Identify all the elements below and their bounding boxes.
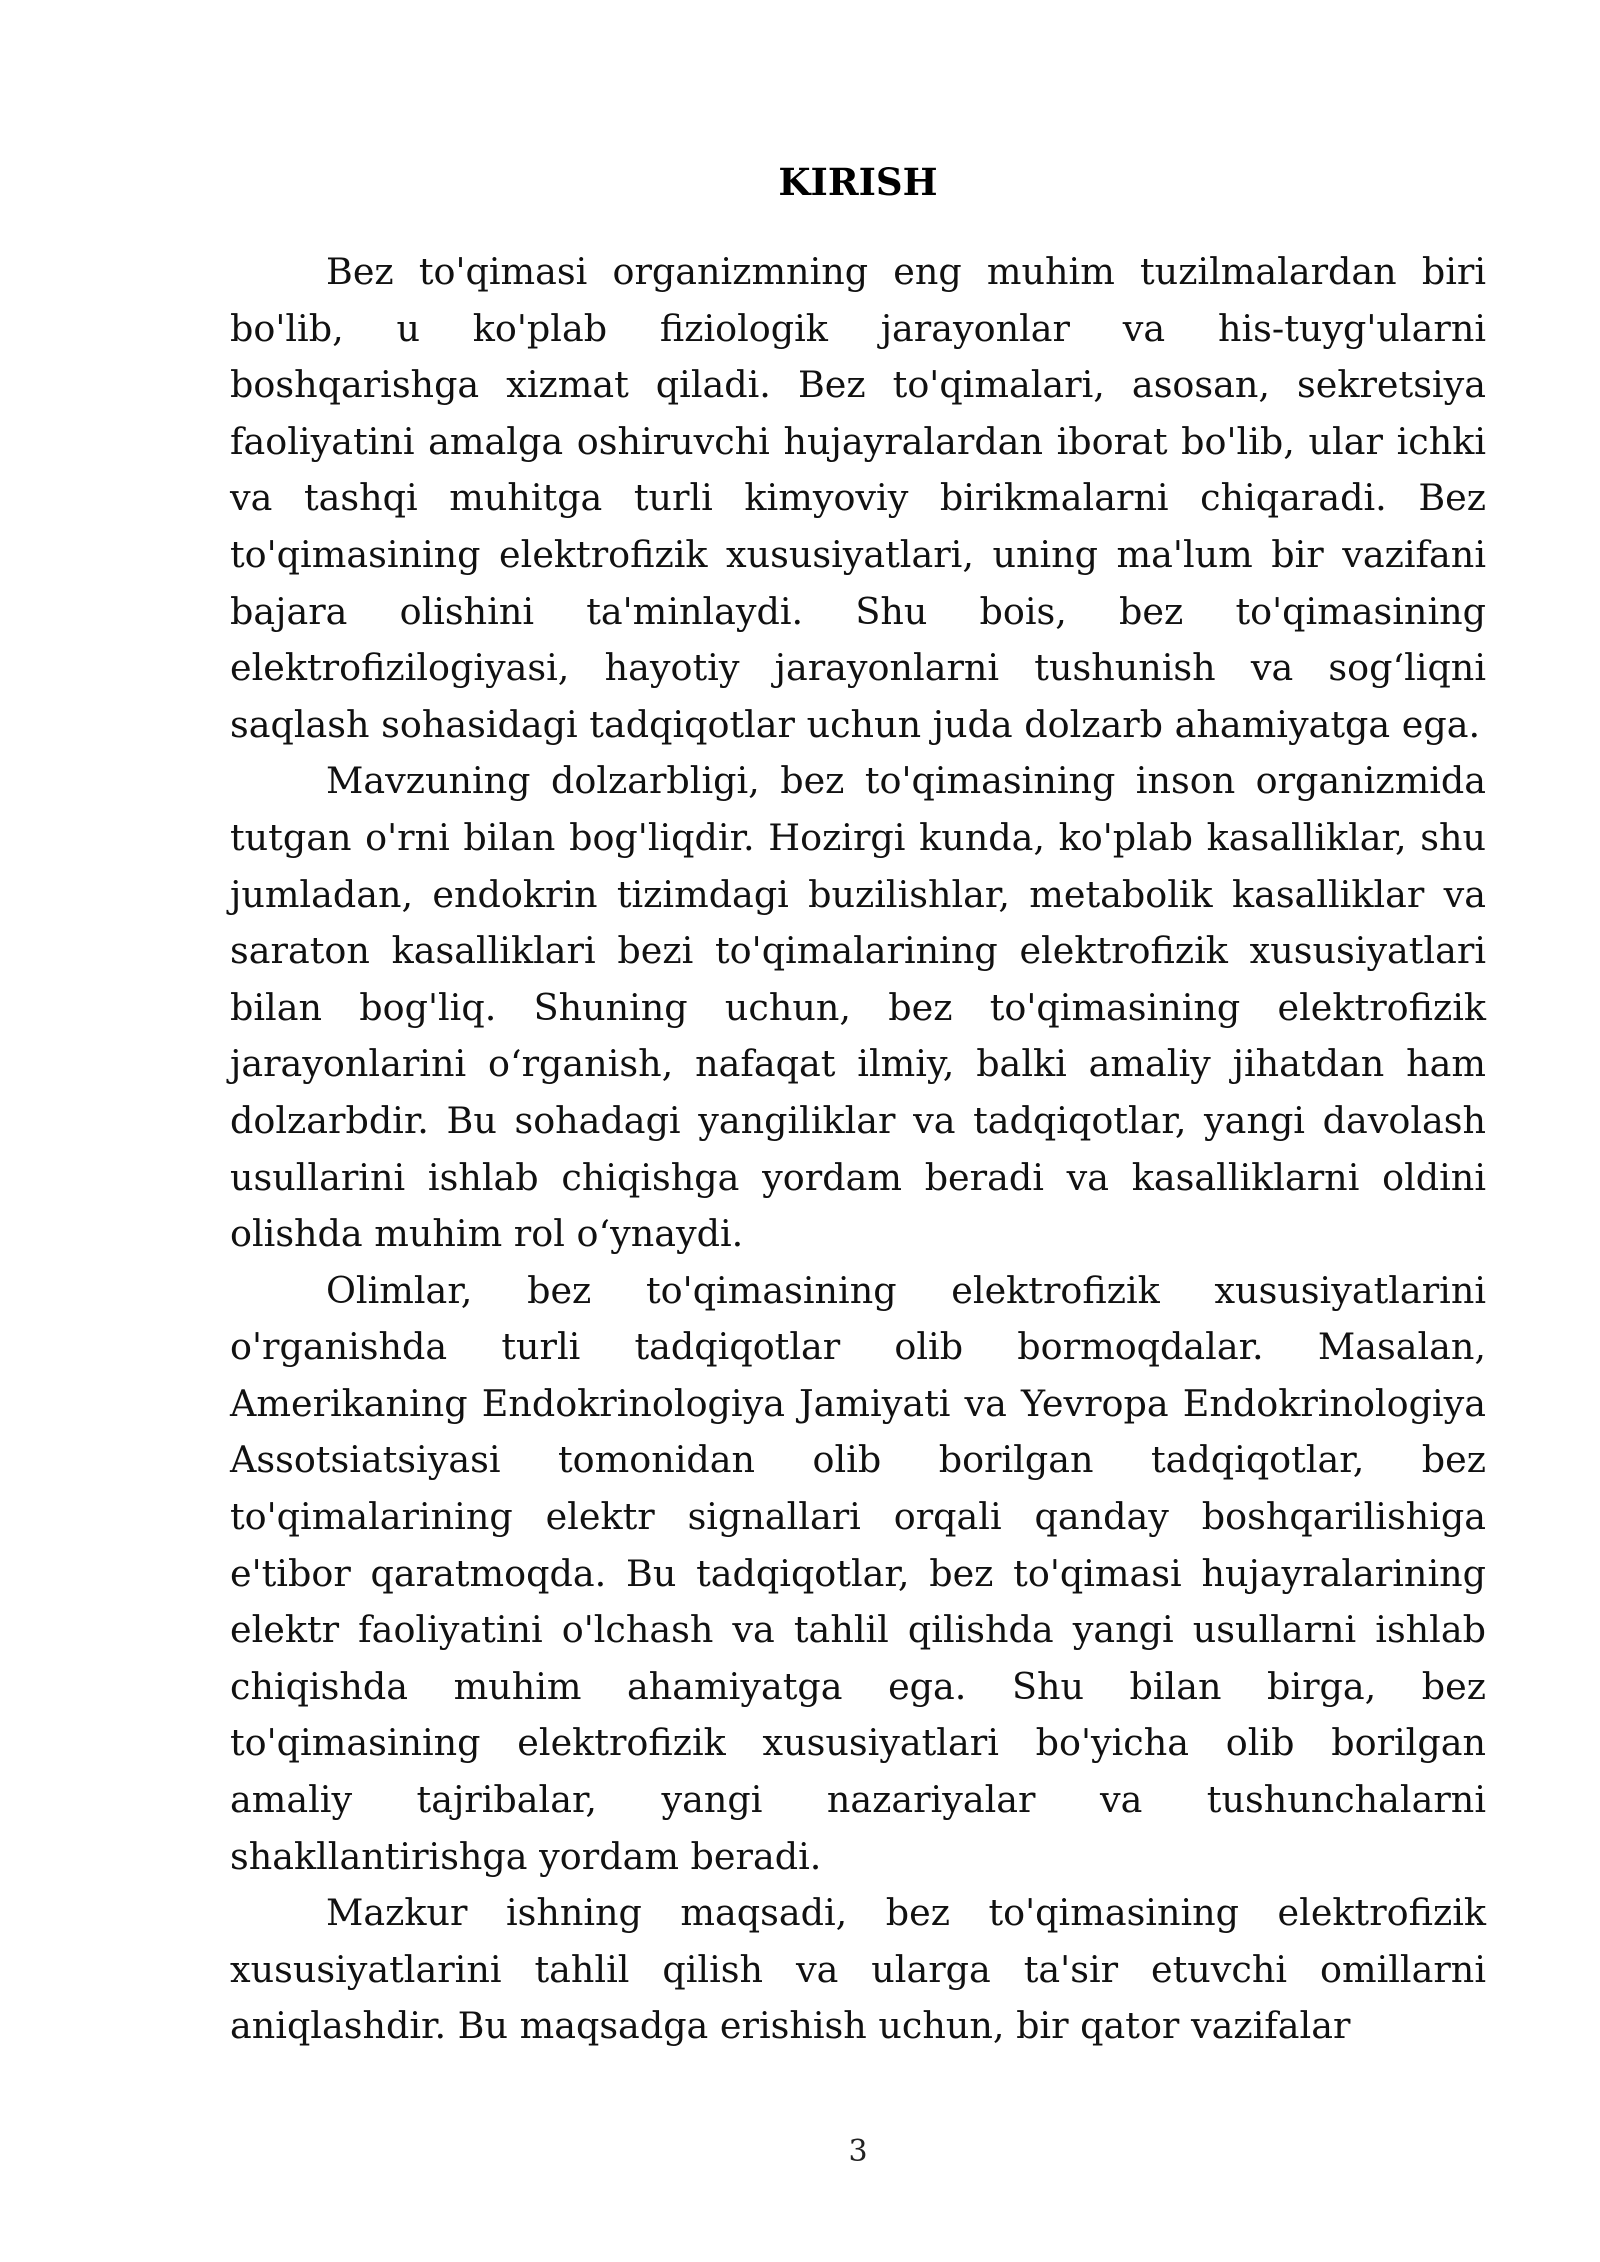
document-body	[230, 244, 1486, 2055]
paragraph-research: Olimlar, bez to'qimasining elektrofizik xususiyatlarini o'rganishda turli tadqiqotlar olib bormoqdalar. Masalan, Amerikaning Endokrinologiya Jamiyati va Yevropa Endokrinologiya Assotsiatsiyasi tomonidan olib borilgan tadqiqotlar, bez to'qimalarining elektr signallari orqali qanday boshqarilishiga e'tibor qaratmoqda. Bu tadqiqotlar, bez to'qimasi hujayralarining elektr faoliyatini o'lchash va tahlil qilishda yangi usullarni ishlab chiqishda muhim ahamiyatga ega. Shu bilan birga, bez to'qimasining elektrofizik xususiyatlari bo'yicha olib borilgan amaliy tajribalar, yangi nazariyalar va tushunchalarni shakllantirishga yordam beradi.	[230, 1268, 1486, 1878]
paragraph-relevance: Mavzuning dolzarbligi, bez to'qimasining inson organizmida tutgan o'rni bilan bog'liqdir. Hozirgi kunda, ko'plab kasalliklar, shu jumladan, endokrin tizimdagi buzilishlar, metabolik kasalliklar va saraton kasalliklari bezi to'qimalarining elektrofizik xususiyatlari bilan bog'liq. Shuning uchun, bez to'qimasining elektrofizik jarayonlarini o‘rganish, nafaqat ilmiy, balki amaliy jihatdan ham dolzarbdir. Bu sohadagi yangiliklar va tadqiqotlar, yangi davolash usullarini ishlab chiqishga yordam beradi va kasalliklarni oldini olishda muhim rol o‘ynaydi.	[230, 759, 1486, 1256]
page-number: 3	[848, 2134, 868, 2169]
paragraph-introduction: Bez to'qimasi organizmning eng muhim tuzilmalardan biri bo'lib, u ko'plab fiziologik jarayonlar va his-tuyg'ularni boshqarishga xizmat qiladi. Bez to'qimalari, asosan, sekretsiya faoliyatini amalga oshiruvchi hujayralardan iborat bo'lib, ular ichki va tashqi muhitga turli kimyoviy birikmalarni chiqaradi. Bez to'qimasining elektrofizik xususiyatlari, uning ma'lum bir vazifani bajara olishini ta'minlaydi. Shu bois, bez to'qimasining elektrofizilogiyasi, hayotiy jarayonlarni tushunish va sog‘liqni saqlash sohasidagi tadqiqotlar uchun juda dolzarb ahamiyatga ega.	[230, 250, 1486, 746]
paragraph-aim: Mazkur ishning maqsadi, bez to'qimasining elektrofizik xususiyatlarini tahlil qilish va ularga ta'sir etuvchi omillarni aniqlashdir. Bu maqsadga erishish uchun, bir qator vazifalar	[230, 1891, 1486, 2048]
page-title: KIRISH	[778, 160, 938, 204]
